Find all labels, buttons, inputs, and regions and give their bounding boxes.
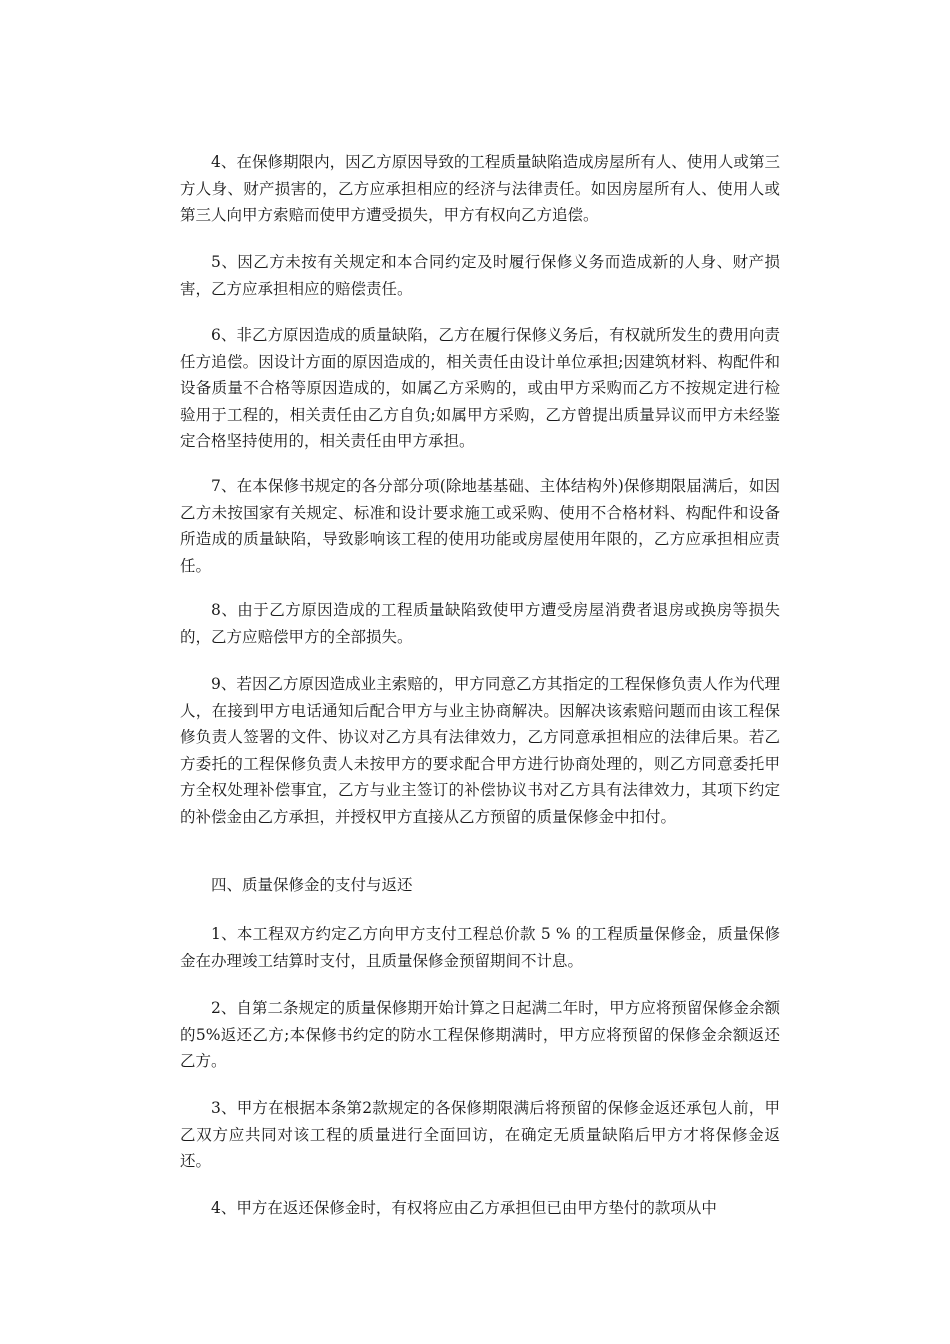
clause-3-8-paragraph: 8、由于乙方原因造成的工程质量缺陷致使甲方遭受房屋消费者退房或换房等损失的，乙方应赔偿甲方的全部损失。 xyxy=(180,601,780,646)
clause-3-6-paragraph: 6、非乙方原因造成的质量缺陷，乙方在履行保修义务后，有权就所发生的费用向责任方追偿。因设计方面的原因造成的，相关责任由设计单位承担;因建筑材料、构配件和设备质量不合格等原因造成的，如属乙方采购的，或由甲方采购而乙方不按规定进行检验用于工程的，相关责任由乙方自负;如属甲方采购，乙方曾提出质量异议而甲方未经鉴定合格坚持使用的，相关责任由甲方承担。 xyxy=(180,326,780,450)
clause-4-3-paragraph: 3、甲方在根据本条第2款规定的各保修期限满后将预留的保修金返还承包人前，甲乙双方应共同对该工程的质量进行全面回访，在确定无质量缺陷后甲方才将保修金返还。 xyxy=(180,1099,780,1170)
clause-4-1-paragraph: 1、本工程双方约定乙方向甲方支付工程总价款 5 % 的工程质量保修金，质量保修金在办理竣工结算时支付，且质量保修金预留期间不计息。 xyxy=(180,925,780,970)
clause-3-5-paragraph: 5、因乙方未按有关规定和本合同约定及时履行保修义务而造成新的人身、财产损害，乙方应承担相应的赔偿责任。 xyxy=(180,253,780,298)
clause-3-9-paragraph: 9、若因乙方原因造成业主索赔的，甲方同意乙方其指定的工程保修负责人作为代理人，在接到甲方电话通知后配合甲方与业主协商解决。因解决该索赔问题而由该工程保修负责人签署的文件、协议对乙方具有法律效力，乙方同意承担相应的法律后果。若乙方委托的工程保修负责人未按甲方的要求配合甲方进行协商处理的，则乙方同意委托甲方全权处理补偿事宜，乙方与业主签订的补偿协议书对乙方具有法律效力，其项下约定的补偿金由乙方承担，并授权甲方直接从乙方预留的质量保修金中扣付。 xyxy=(180,675,780,826)
clause-4-4-paragraph: 4、甲方在返还保修金时，有权将应由乙方承担但已由甲方垫付的款项从中 xyxy=(211,1199,717,1217)
clause-3-7-paragraph: 7、在本保修书规定的各分部分项(除地基基础、主体结构外)保修期限届满后，如因乙方未按国家有关规定、标准和设计要求施工或采购、使用不合格材料、构配件和设备所造成的质量缺陷，导致影响该工程的使用功能或房屋使用年限的，乙方应承担相应责任。 xyxy=(180,477,780,575)
clause-4-2-paragraph: 2、自第二条规定的质量保修期开始计算之日起满二年时，甲方应将预留保修金余额的5%返还乙方;本保修书约定的防水工程保修期满时，甲方应将预留的保修金余额返还乙方。 xyxy=(180,999,780,1070)
clause-3-4-paragraph: 4、在保修期限内，因乙方原因导致的工程质量缺陷造成房屋所有人、使用人或第三方人身、财产损害的，乙方应承担相应的经济与法律责任。如因房屋所有人、使用人或第三人向甲方索赔而使甲方遭受损失，甲方有权向乙方追偿。 xyxy=(180,153,780,224)
section-heading: 四、质量保修金的支付与返还 xyxy=(211,876,413,894)
